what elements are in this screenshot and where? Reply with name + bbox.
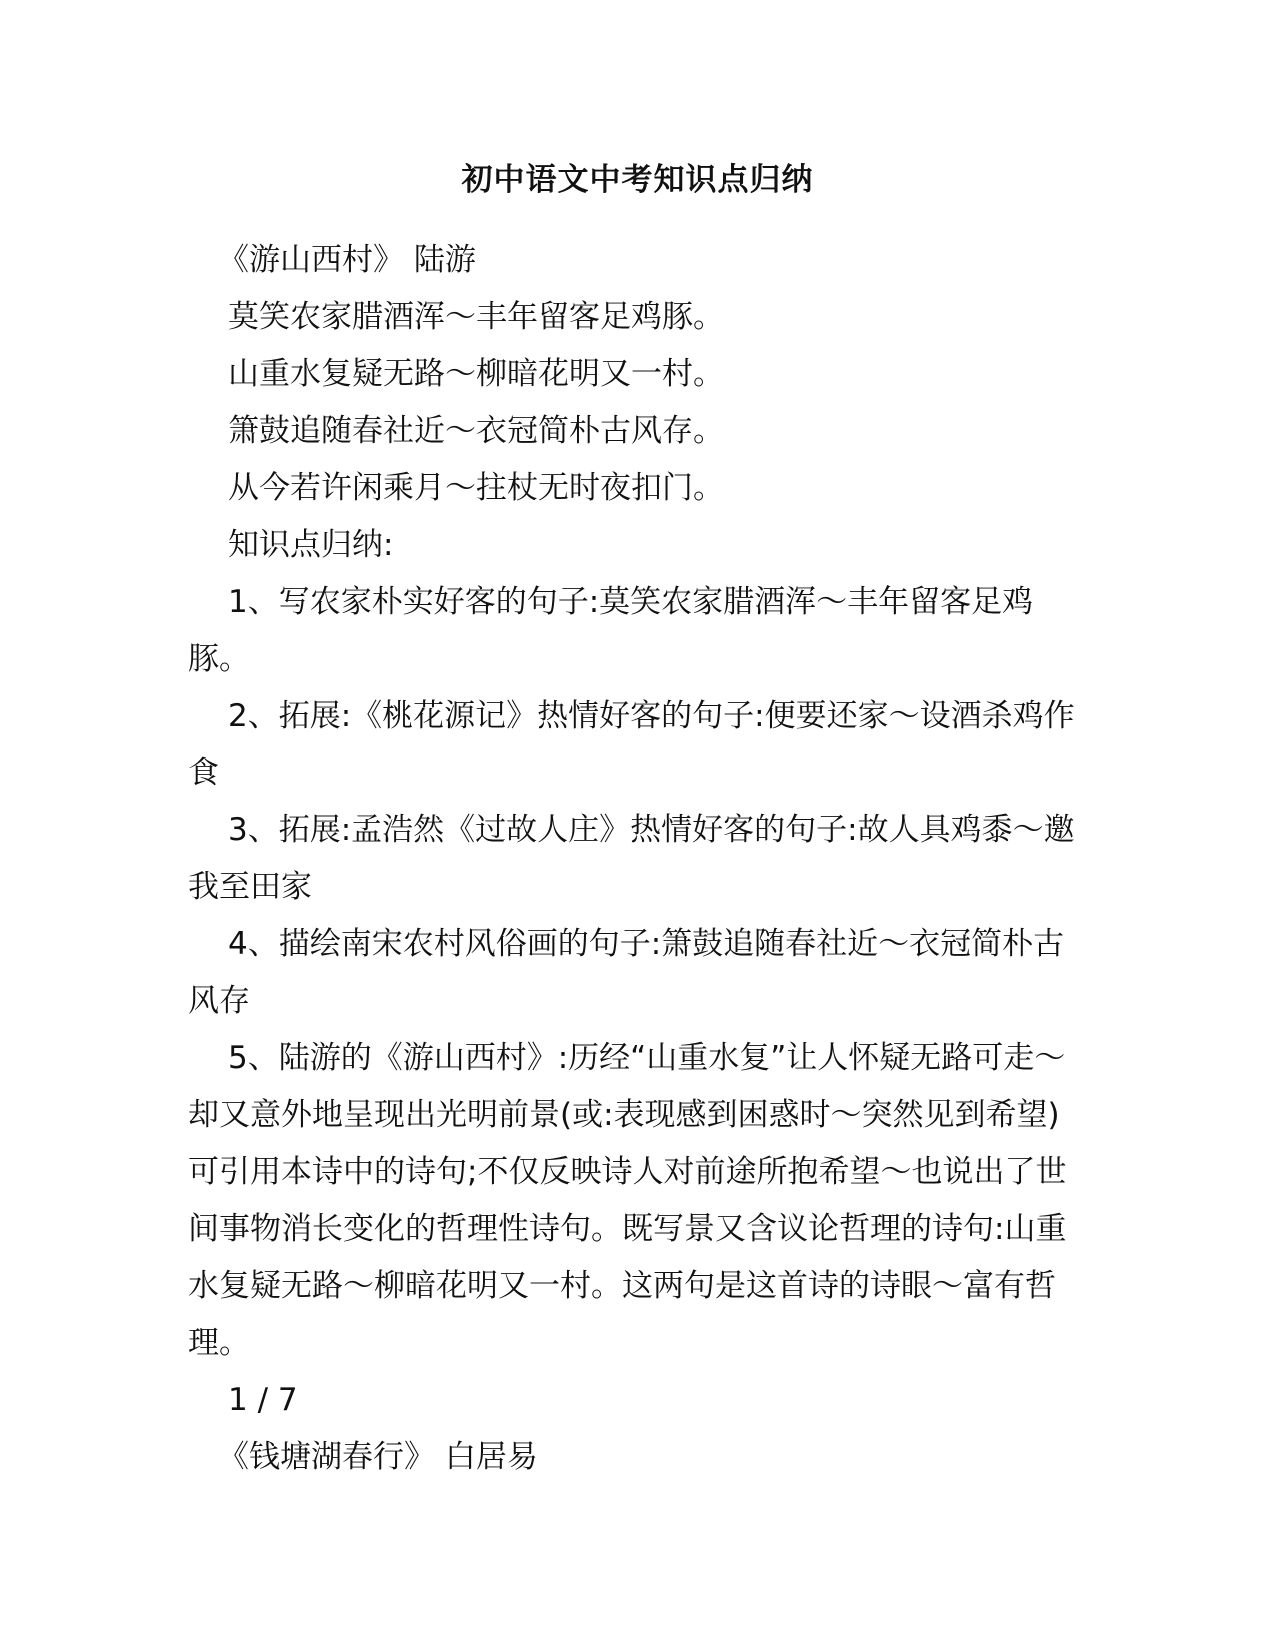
knowledge-point: 5、陆游的《游山西村》:历经“山重水复”让人怀疑无路可走～却又意外地呈现出光明前景(或:表现感到困惑时～突然见到希望)可引用本诗中的诗句;不仅反映诗人对前途所抱希望～也说出了世间事物消长变化的哲理性诗句。既写景又含议论哲理的诗句:山重水复疑无路～柳暗花明又一村。这两句是这首诗的诗眼～富有哲理。 (188, 1040, 1067, 1361)
knowledge-point: 4、描绘南宋农村风俗画的句子:箫鼓追随春社近～衣冠简朴古风存 (188, 926, 1065, 1019)
document-body (188, 232, 1088, 1486)
poem-line: 莫笑农家腊酒浑～丰年留客足鸡豚。 (228, 299, 724, 335)
poem-heading: 《钱塘湖春行》 白居易 (218, 1439, 538, 1475)
poem-line: 山重水复疑无路～柳暗花明又一村。 (228, 356, 724, 392)
document-title: 初中语文中考知识点归纳 (461, 162, 814, 198)
section-heading: 知识点归纳: (228, 527, 394, 563)
poem-line: 从今若许闲乘月～拄杖无时夜扣门。 (228, 470, 724, 506)
knowledge-point: 3、拓展:孟浩然《过故人庄》热情好客的句子:故人具鸡黍～邀我至田家 (188, 812, 1075, 905)
knowledge-point: 1、写农家朴实好客的句子:莫笑农家腊酒浑～丰年留客足鸡豚。 (188, 584, 1034, 677)
page-number: 1 / 7 (228, 1382, 298, 1418)
knowledge-point: 2、拓展:《桃花源记》热情好客的句子:便要还家～设酒杀鸡作食 (188, 698, 1075, 791)
poem-line: 箫鼓追随春社近～衣冠简朴古风存。 (228, 413, 724, 449)
poem-heading: 《游山西村》 陆游 (218, 242, 476, 278)
